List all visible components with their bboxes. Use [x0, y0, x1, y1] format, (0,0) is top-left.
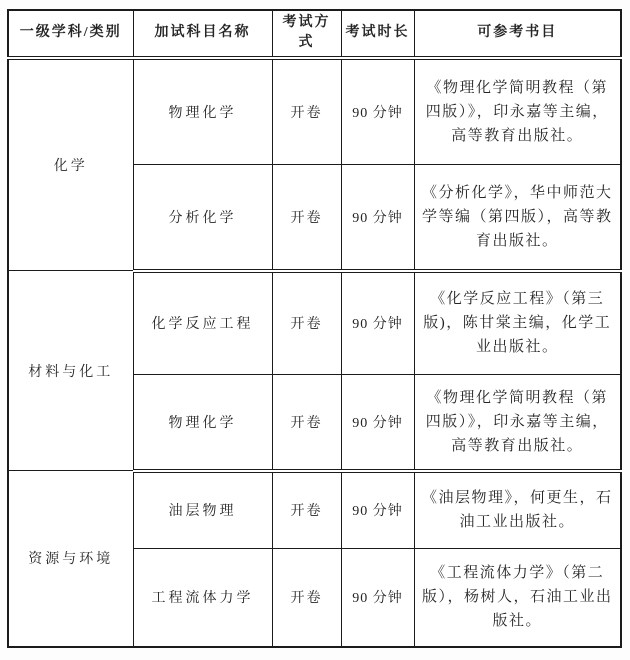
- method-cell: 开卷: [272, 375, 341, 471]
- duration-cell: 90 分钟: [341, 549, 414, 647]
- category-cell-resources: 资源与环境: [8, 471, 133, 647]
- subject-cell: 物理化学: [133, 58, 272, 165]
- method-cell: 开卷: [272, 271, 341, 375]
- header-subject: 加试科目名称: [133, 10, 272, 58]
- subject-cell: 工程流体力学: [133, 549, 272, 647]
- duration-cell: 90 分钟: [341, 375, 414, 471]
- table-row: [8, 471, 621, 549]
- method-cell: 开卷: [272, 471, 341, 549]
- duration-cell: 90 分钟: [341, 471, 414, 549]
- method-cell: 开卷: [272, 165, 341, 271]
- books-cell: 《化学反应工程》（第三版)，陈甘棠主编，化学工业出版社。: [414, 271, 621, 375]
- books-cell: 《工程流体力学》（第二版），杨树人，石油工业出版社。: [414, 549, 621, 647]
- method-cell: 开卷: [272, 549, 341, 647]
- category-cell-chemistry: 化学: [8, 58, 133, 271]
- subject-cell: 分析化学: [133, 165, 272, 271]
- header-books: 可参考书目: [414, 10, 621, 58]
- books-cell: 《油层物理》，何更生，石油工业出版社。: [414, 471, 621, 549]
- category-cell-materials: 材料与化工: [8, 271, 133, 471]
- table-row: [8, 271, 621, 375]
- method-cell: 开卷: [272, 58, 341, 165]
- header-row: [8, 10, 621, 58]
- books-cell: 《分析化学》，华中师范大学等编（第四版），高等教育出版社。: [414, 165, 621, 271]
- exam-subjects-table: [7, 9, 622, 648]
- table-row: [8, 58, 621, 165]
- subject-cell: 物理化学: [133, 375, 272, 471]
- duration-cell: 90 分钟: [341, 58, 414, 165]
- subject-cell: 油层物理: [133, 471, 272, 549]
- subject-cell: 化学反应工程: [133, 271, 272, 375]
- duration-cell: 90 分钟: [341, 165, 414, 271]
- header-discipline: 一级学科/类别: [8, 10, 133, 58]
- books-cell: 《物理化学简明教程（第四版）》，印永嘉等主编，高等教育出版社。: [414, 375, 621, 471]
- duration-cell: 90 分钟: [341, 271, 414, 375]
- books-cell: 《物理化学简明教程（第四版）》，印永嘉等主编，高等教育出版社。: [414, 58, 621, 165]
- header-method: 考试方式: [272, 10, 341, 58]
- header-duration: 考试时长: [341, 10, 414, 58]
